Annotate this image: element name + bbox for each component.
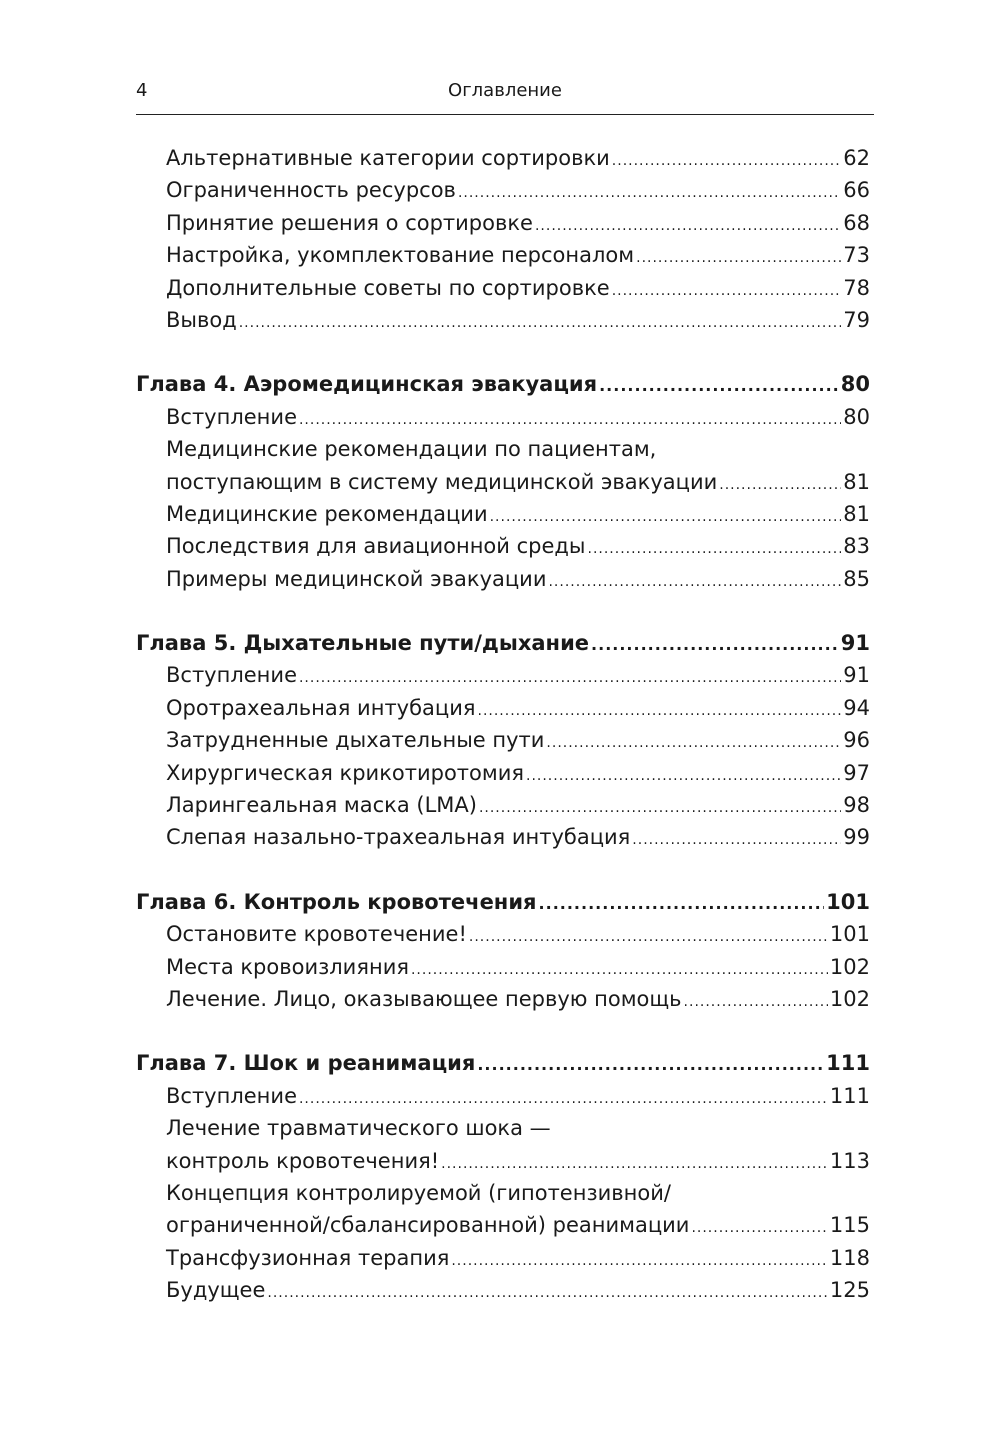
entry-title: Лечение. Лицо, оказывающее первую помощь <box>166 986 682 1011</box>
toc-entry[interactable] <box>136 272 870 304</box>
entry-page-number: 111 <box>829 1083 870 1108</box>
chapter-page-number: 80 <box>840 372 870 397</box>
entry-title: Примеры медицинской эвакуации <box>166 566 547 591</box>
dot-leader <box>719 469 841 501</box>
entry-page-number: 102 <box>829 986 870 1011</box>
entry-page-number: 80 <box>843 404 870 429</box>
entry-title: Слепая назально-трахеальная интубация <box>166 825 631 850</box>
toc-entry[interactable] <box>136 1080 870 1112</box>
toc-entry-first-line: Медицинские рекомендации по пациентам, <box>166 437 657 462</box>
dot-leader <box>451 1245 828 1277</box>
entry-page-number: 102 <box>829 954 870 979</box>
dot-leader <box>535 210 841 242</box>
chapter-title: Глава 7. Шок и реанимация <box>136 1051 476 1076</box>
toc-entry[interactable] <box>136 724 870 756</box>
entry-page-number: 66 <box>843 178 870 203</box>
toc-entry[interactable] <box>136 789 870 821</box>
dot-leader <box>299 1083 828 1115</box>
entry-page-number: 78 <box>843 275 870 300</box>
entry-title: Трансфузионная терапия <box>166 1245 450 1270</box>
dot-leader <box>612 275 842 307</box>
entry-page-number: 91 <box>843 663 870 688</box>
header-rule <box>136 114 874 115</box>
entry-page-number: 97 <box>843 760 870 785</box>
toc-entry[interactable] <box>136 239 870 271</box>
toc-entry[interactable] <box>136 757 870 789</box>
entry-page-number: 113 <box>829 1148 870 1173</box>
chapter-title: Глава 5. Дыхательные пути/дыхание <box>136 631 590 656</box>
entry-title: Оротрахеальная интубация <box>166 695 476 720</box>
chapter-page-number: 111 <box>826 1051 870 1076</box>
toc-entry-first-line: Лечение травматического шока — <box>166 1116 551 1141</box>
toc-entry[interactable] <box>136 498 870 530</box>
dot-leader <box>539 888 825 920</box>
toc-entry[interactable] <box>136 1242 870 1274</box>
entry-title: ограниченной/сбалансированной) реанимации <box>166 1213 690 1238</box>
dot-leader <box>299 662 841 694</box>
dot-leader <box>546 727 841 759</box>
toc-chapter-entry[interactable] <box>136 1047 870 1079</box>
entry-title: Альтернативные категории сортировки <box>166 146 610 170</box>
toc-entry[interactable] <box>136 983 870 1015</box>
toc-entry[interactable] <box>136 466 870 498</box>
entry-page-number: 68 <box>843 210 870 235</box>
dot-leader <box>411 954 828 986</box>
table-of-contents <box>136 142 870 1339</box>
entry-page-number: 62 <box>843 146 870 170</box>
toc-section <box>136 142 870 336</box>
toc-section <box>136 886 870 1016</box>
entry-page-number: 73 <box>843 243 870 268</box>
toc-entry[interactable] <box>136 821 870 853</box>
dot-leader <box>526 760 841 792</box>
toc-entry[interactable] <box>136 951 870 983</box>
entry-page-number: 79 <box>843 307 870 332</box>
entry-title: Медицинские рекомендации <box>166 501 488 526</box>
entry-page-number: 99 <box>843 825 870 850</box>
entry-title: Остановите кровотечение! <box>166 922 467 947</box>
toc-section <box>136 368 870 595</box>
entry-title: Будущее <box>166 1278 266 1303</box>
page-number: 4 <box>136 80 148 101</box>
dot-leader <box>548 566 841 598</box>
entry-page-number: 96 <box>843 728 870 753</box>
dot-leader <box>636 242 841 274</box>
dot-leader <box>588 533 842 565</box>
chapter-page-number: 91 <box>840 631 870 656</box>
entry-title: Хирургическая крикотиротомия <box>166 760 524 785</box>
entry-title: Вступление <box>166 404 297 429</box>
entry-page-number: 115 <box>829 1213 870 1238</box>
dot-leader <box>599 370 839 402</box>
dot-leader <box>490 501 842 533</box>
running-header <box>136 78 874 106</box>
entry-page-number: 118 <box>829 1245 870 1270</box>
toc-entry[interactable] <box>136 207 870 239</box>
entry-page-number: 81 <box>843 469 870 494</box>
entry-title: Места кровоизлияния <box>166 954 409 979</box>
entry-page-number: 125 <box>829 1278 870 1303</box>
entry-page-number: 83 <box>843 534 870 559</box>
entry-title: Дополнительные советы по сортировке <box>166 275 610 300</box>
dot-leader <box>299 404 841 436</box>
toc-entry[interactable] <box>136 304 870 336</box>
toc-entry[interactable] <box>136 1209 870 1241</box>
dot-leader <box>239 307 842 339</box>
dot-leader <box>477 1049 824 1081</box>
entry-title: Ларингеальная маска (LMA) <box>166 793 477 818</box>
entry-title: Вступление <box>166 1083 297 1108</box>
toc-entry-first-line: Концепция контролируемой (гипотензивной/ <box>166 1180 671 1205</box>
toc-entry[interactable] <box>136 142 870 174</box>
dot-leader <box>478 695 842 727</box>
dot-leader <box>632 824 841 856</box>
toc-entry[interactable] <box>136 1274 870 1306</box>
toc-entry[interactable] <box>136 174 870 206</box>
dot-leader <box>458 177 841 209</box>
entry-page-number: 81 <box>843 501 870 526</box>
chapter-page-number: 101 <box>826 889 870 914</box>
dot-leader <box>479 792 841 824</box>
dot-leader <box>684 986 828 1018</box>
chapter-title: Глава 4. Аэромедицинская эвакуация <box>136 372 598 397</box>
entry-page-number: 98 <box>843 793 870 818</box>
toc-entry[interactable] <box>136 918 870 950</box>
entry-title: Настройка, укомплектование персоналом <box>166 243 635 268</box>
entry-title: Вступление <box>166 663 297 688</box>
entry-title: Последствия для авиационной среды <box>166 534 586 559</box>
dot-leader <box>691 1212 827 1244</box>
entry-title: Затрудненные дыхательные пути <box>166 728 545 753</box>
toc-entry[interactable] <box>136 401 870 433</box>
entry-title: Вывод <box>166 307 237 332</box>
entry-title: поступающим в систему медицинской эвакуации <box>166 469 718 494</box>
dot-leader <box>612 145 841 177</box>
dot-leader <box>469 921 828 953</box>
toc-chapter-entry[interactable] <box>136 886 870 918</box>
entry-page-number: 85 <box>843 566 870 591</box>
entry-title: контроль кровотечения! <box>166 1148 440 1173</box>
entry-page-number: 101 <box>829 922 870 947</box>
dot-leader <box>441 1148 828 1180</box>
toc-chapter-entry[interactable] <box>136 368 870 400</box>
toc-entry[interactable] <box>136 563 870 595</box>
dot-leader <box>591 629 839 661</box>
running-title: Оглавление <box>448 80 562 101</box>
dot-leader <box>267 1277 828 1309</box>
toc-chapter-entry[interactable] <box>136 627 870 659</box>
entry-page-number: 94 <box>843 695 870 720</box>
toc-section <box>136 627 870 854</box>
entry-title: Ограниченность ресурсов <box>166 178 456 203</box>
entry-title: Принятие решения о сортировке <box>166 210 533 235</box>
toc-entry[interactable] <box>136 659 870 691</box>
toc-section <box>136 1047 870 1306</box>
chapter-title: Глава 6. Контроль кровотечения <box>136 889 537 914</box>
toc-entry[interactable] <box>136 692 870 724</box>
toc-entry[interactable] <box>136 530 870 562</box>
toc-entry[interactable] <box>136 1145 870 1177</box>
